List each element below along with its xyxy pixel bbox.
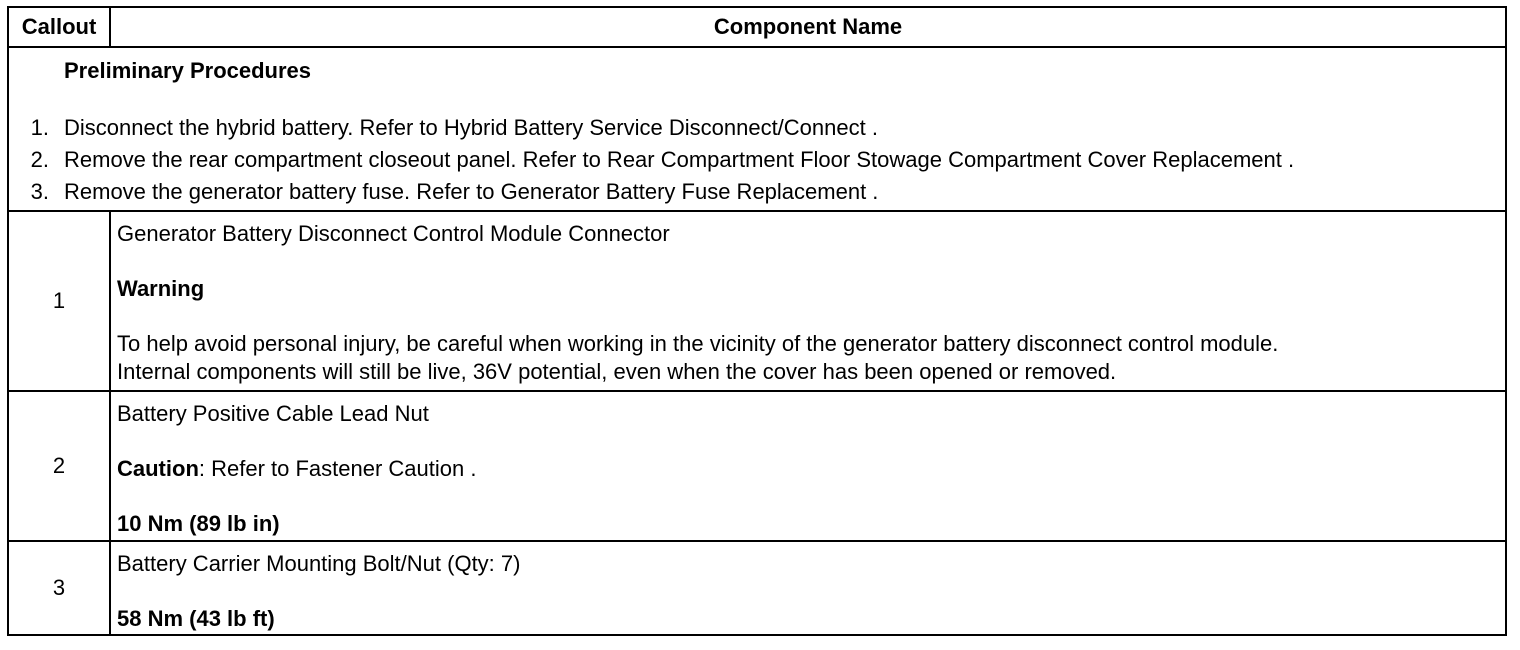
list-item bbox=[9, 144, 1294, 176]
component-name: Generator Battery Disconnect Control Module Connector bbox=[117, 221, 670, 246]
torque-spec: 10 Nm (89 lb in) bbox=[117, 511, 280, 536]
column-header-callout: Callout bbox=[8, 7, 110, 47]
preliminary-procedures-row bbox=[8, 47, 1506, 211]
list-item bbox=[9, 112, 1294, 144]
component-cell bbox=[110, 541, 1506, 635]
procedure-sheet bbox=[7, 6, 1507, 643]
caution-label: Caution bbox=[117, 456, 199, 481]
table-row bbox=[8, 211, 1506, 391]
table-header-row bbox=[8, 7, 1506, 47]
step-text: Disconnect the hybrid battery. Refer to Hybrid Battery Service Disconnect/Connect . bbox=[64, 115, 878, 140]
component-cell bbox=[110, 391, 1506, 541]
torque-spec: 58 Nm (43 lb ft) bbox=[117, 606, 275, 631]
component-name: Battery Carrier Mounting Bolt/Nut (Qty: 7) bbox=[117, 551, 521, 576]
preliminary-steps-list bbox=[9, 112, 1294, 208]
table-row bbox=[8, 541, 1506, 635]
list-item bbox=[9, 176, 1294, 208]
column-header-component-name: Component Name bbox=[110, 7, 1506, 47]
step-number: 1. bbox=[30, 115, 49, 140]
warning-text-continued: Internal components will still be live, 36V potential, even when the cover has been opened or removed. bbox=[117, 359, 1117, 384]
warning-text: To help avoid personal injury, be careful when working in the vicinity of the generator battery disconnect control module. bbox=[117, 331, 1279, 356]
step-number: 3. bbox=[30, 179, 49, 204]
step-text: Remove the rear compartment closeout panel. Refer to Rear Compartment Floor Stowage Compartment Cover Replacement . bbox=[64, 147, 1295, 172]
callout-number: 2 bbox=[8, 391, 110, 541]
table-row bbox=[8, 391, 1506, 541]
callout-number: 3 bbox=[8, 541, 110, 635]
component-cell bbox=[110, 211, 1506, 391]
procedure-table bbox=[7, 6, 1507, 636]
callout-number: 1 bbox=[8, 211, 110, 391]
caution-text: : Refer to Fastener Caution . bbox=[198, 456, 477, 481]
warning-label: Warning bbox=[117, 276, 205, 301]
component-name: Battery Positive Cable Lead Nut bbox=[117, 401, 429, 426]
step-number: 2. bbox=[30, 147, 49, 172]
step-text: Remove the generator battery fuse. Refer to Generator Battery Fuse Replacement . bbox=[64, 179, 879, 204]
preliminary-procedures-cell bbox=[8, 47, 1506, 211]
preliminary-procedures-title: Preliminary Procedures bbox=[64, 58, 312, 83]
